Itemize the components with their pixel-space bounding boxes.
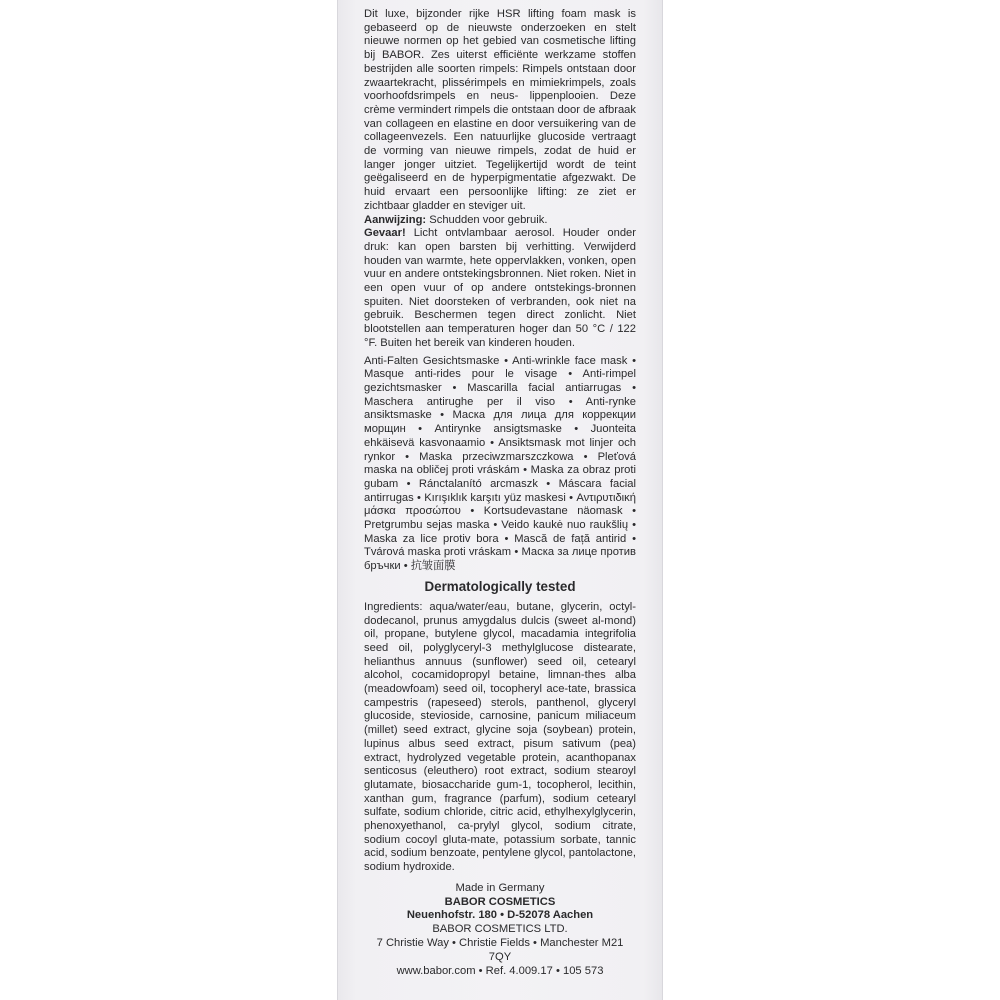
instruction-text: Schudden voor gebruik.: [429, 213, 548, 226]
warnings-block: [364, 214, 636, 351]
made-in-line: Made in Germany: [455, 881, 545, 894]
manufacturer-footer: [364, 882, 636, 979]
description-dutch: Dit luxe, bijzonder rijke HSR lifting foam mask is gebaseerd op de nieuwste onderzoeken en stelt nieuwe normen op het gebied van cosmetische lifting bij BABOR. Zes uiterst efficiënte werkzame stoffen bestrijden alle soorten rimpels: Rimpels ontstaan door zwaartekracht, plissérimpels en mimiekrimpels, zoals voorhoofdsrimpels en neus- lippenplooien. Deze crème vermindert rimpels die ontstaan door de afbraak van collageen en elastine en door versuikering van de collageenvezels. Een natuurlijke glucoside vertraagt de vorming van nieuwe rimpels, zodat de huid er langer jonger uitziet. Tegelijkertijd wordt de teint geëgaliseerd en de hyperpigmentatie afgezwakt. De huid ervaart een persoonlijke lifting: ze ziet er zichtbaar gladder en steviger uit.: [364, 8, 636, 212]
company-uk-name: BABOR COSMETICS LTD.: [432, 923, 568, 936]
ingredients-list: Ingredients: aqua/water/eau, butane, glycerin, octyl-dodecanol, prunus amygdalus dulcis (sweet al-mond) oil, propane, butylene glycol, macadamia integrifolia seed oil, polyglyceryl-3 methylglucose distearate, helianthus annuus (sunflower) seed oil, cetearyl alcohol, cocamidopropyl betaine, limnan-thes alba (meadowfoam) seed oil, tocopheryl ace-tate, brassica campestris (rapeseed) sterols, panthenol, glyceryl glucoside, stevioside, carnosine, panicum miliaceum (millet) seed extract, glycine soja (soybean) protein, lupinus albus seed extract, pisum sativum (pea) extract, hydrolyzed vegetable protein, acanthopanax senticosus (eleuthero) root extract, sodium stearoyl glutamate, biosaccharide gum-1, tocopherol, lecithin, xanthan gum, fragrance (parfum), sodium cetearyl sulfate, sodium chloride, citric acid, ethylhexylglycerin, phenoxyethanol, ca-prylyl glycol, sodium citrate, sodium cocoyl gluta-mate, potassium sorbate, tannic acid, sodium benzoate, pentylene glycol, pantolactone, sodium hydroxide.: [364, 600, 636, 874]
danger-label: Gevaar!: [364, 227, 406, 240]
company-uk-address: 7 Christie Way • Christie Fields • Manchester M21 7QY: [376, 937, 624, 963]
instruction-line: [364, 214, 636, 228]
product-name-translations: Anti-Falten Gesichtsmaske • Anti-wrinkle face mask • Masque anti-rides pour le visage • Anti-rimpel gezichtsmasker • Mascarilla facial antiarrugas • Maschera antirughe per il viso • Anti-rynke ansiktsmaske • Маска для лица для коррекции морщин • Antirynke ansigtsmaske • Juonteita ehkäisevä kasvonaamio • Ansiktsmask mot linjer och rynkor • Maska przeciwzmarszczkowa • Pleťová maska na obličej proti vráskám • Maska za obraz proti gubam • Ránctalanító arcmaszk • Máscara facial antirrugas • Kırışıklık karşıtı yüz maskesi • Αντιρυτιδική μάσκα προσώπου • Kortsudevastane näomask • Pretgrumbu sejas maska • Veido kaukė nuo raukšlių • Maska za lice protiv bora • Mască de față antirid • Tvárová maska proti vráskam • Маска за лице против бръчки • 抗皱面膜: [364, 354, 636, 573]
instruction-label: Aanwijzing:: [364, 213, 427, 226]
label-text-column: [364, 8, 636, 978]
danger-text: Licht ontvlambaar aerosol. Houder onder druk: kan open barsten bij verhitting. Verwijderd houden van warmte, hete oppervlakken, vonken, open vuur en andere ontstekingsbronnen. Niet roken. Niet in een open vuur of op andere ontstekings-bronnen spuiten. Niet doorsteken of verbranden, ook niet na gebruik. Beschermen tegen direct zonlicht. Niet blootstellen aan temperaturen hoger dan 50 °C / 122 °F. Buiten het bereik van kinderen houden.: [364, 227, 636, 349]
danger-line: [364, 227, 636, 350]
dermatology-heading: Dermatologically tested: [424, 578, 576, 594]
company-address: Neuenhofstr. 180 • D-52078 Aachen: [406, 909, 594, 922]
company-name: BABOR COSMETICS: [444, 895, 556, 908]
web-reference: www.babor.com • Ref. 4.009.17 • 105 573: [396, 964, 604, 977]
